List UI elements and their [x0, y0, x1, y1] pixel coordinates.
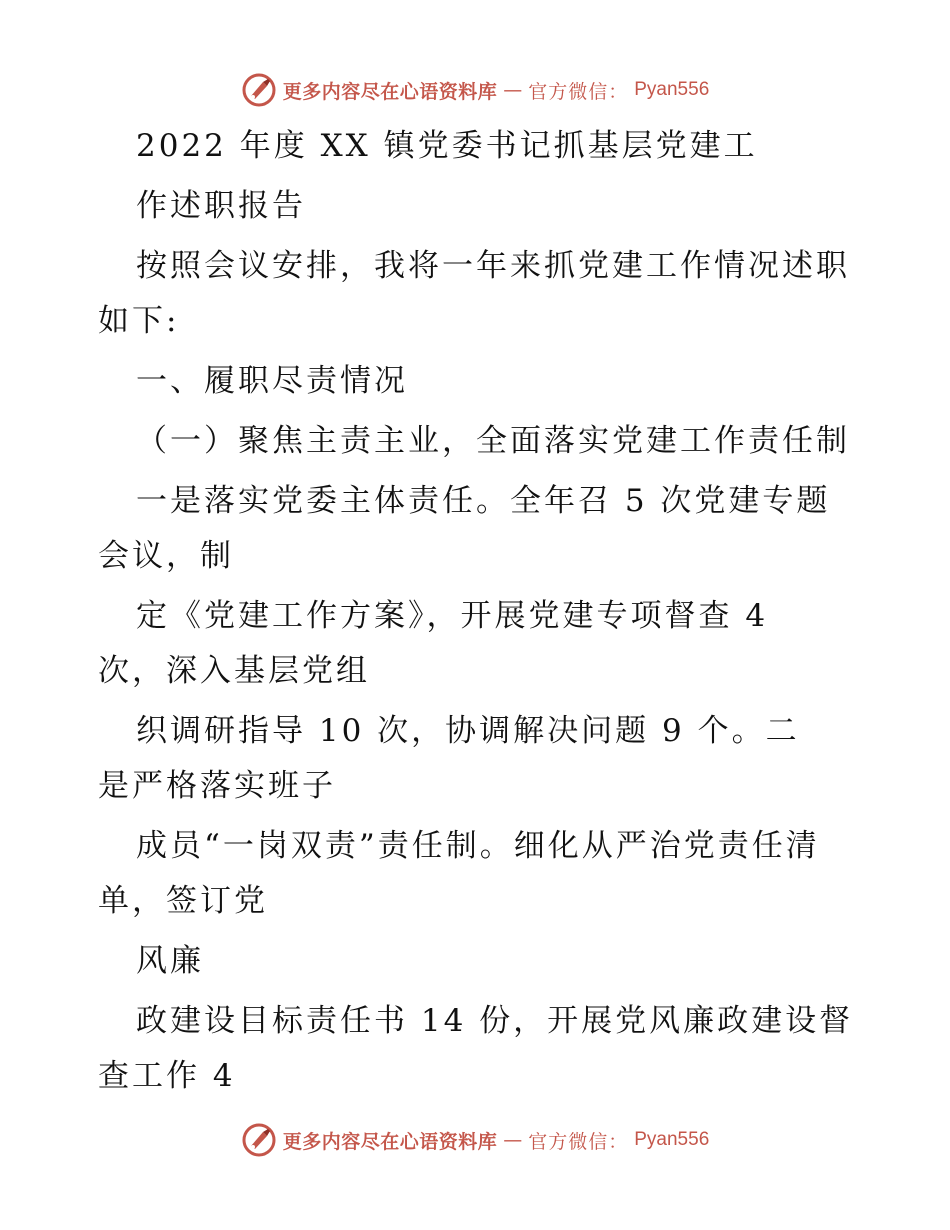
- watermark-wechat-id: Pyan556: [634, 1129, 710, 1150]
- watermark-separator: —: [503, 79, 523, 101]
- doc-text-line: 会议，制: [98, 538, 234, 574]
- watermark-separator: —: [503, 1129, 523, 1151]
- doc-title-line-2: 作述职报告: [136, 188, 306, 224]
- doc-title-line-1: 2022 年度 XX 镇党委书记抓基层党建工: [136, 128, 758, 164]
- footer-watermark: [0, 1118, 950, 1162]
- doc-text-line: 按照会议安排，我将一年来抓党建工作情况述职: [136, 248, 850, 284]
- doc-text-line: 织调研指导 10 次，协调解决问题 9 个。二: [136, 713, 800, 749]
- doc-subheading-line: （一）聚焦主责主业，全面落实党建工作责任制: [136, 423, 850, 459]
- watermark-site-name: 更多内容尽在心语资料库: [282, 80, 498, 103]
- doc-text-line: 风廉: [136, 943, 204, 979]
- brand-logo-icon: [241, 1122, 277, 1158]
- doc-text-line: 次，深入基层党组: [98, 653, 370, 689]
- doc-text-line: 查工作 4: [98, 1058, 236, 1094]
- doc-heading-line: 一、履职尽责情况: [136, 363, 408, 399]
- doc-text-line: 是严格落实班子: [98, 768, 336, 804]
- watermark-wechat-id: Pyan556: [634, 79, 710, 100]
- doc-text-line: 定《党建工作方案》，开展党建专项督查 4: [136, 598, 769, 634]
- doc-text-line: 一是落实党委主体责任。全年召 5 次党建专题: [136, 483, 831, 519]
- watermark-label: 官方微信：: [528, 80, 629, 103]
- doc-text-line: 成员“一岗双责”责任制。细化从严治党责任清: [136, 828, 820, 864]
- watermark-site-name: 更多内容尽在心语资料库: [282, 1130, 498, 1153]
- doc-text-line: 政建设目标责任书 14 份，开展党风廉政建设督: [136, 1003, 854, 1039]
- brand-logo-icon: [241, 72, 277, 108]
- doc-text-line: 如下:: [98, 303, 180, 339]
- header-watermark: [0, 68, 950, 112]
- watermark-label: 官方微信：: [528, 1130, 629, 1153]
- doc-text-line: 单，签订党: [98, 883, 268, 919]
